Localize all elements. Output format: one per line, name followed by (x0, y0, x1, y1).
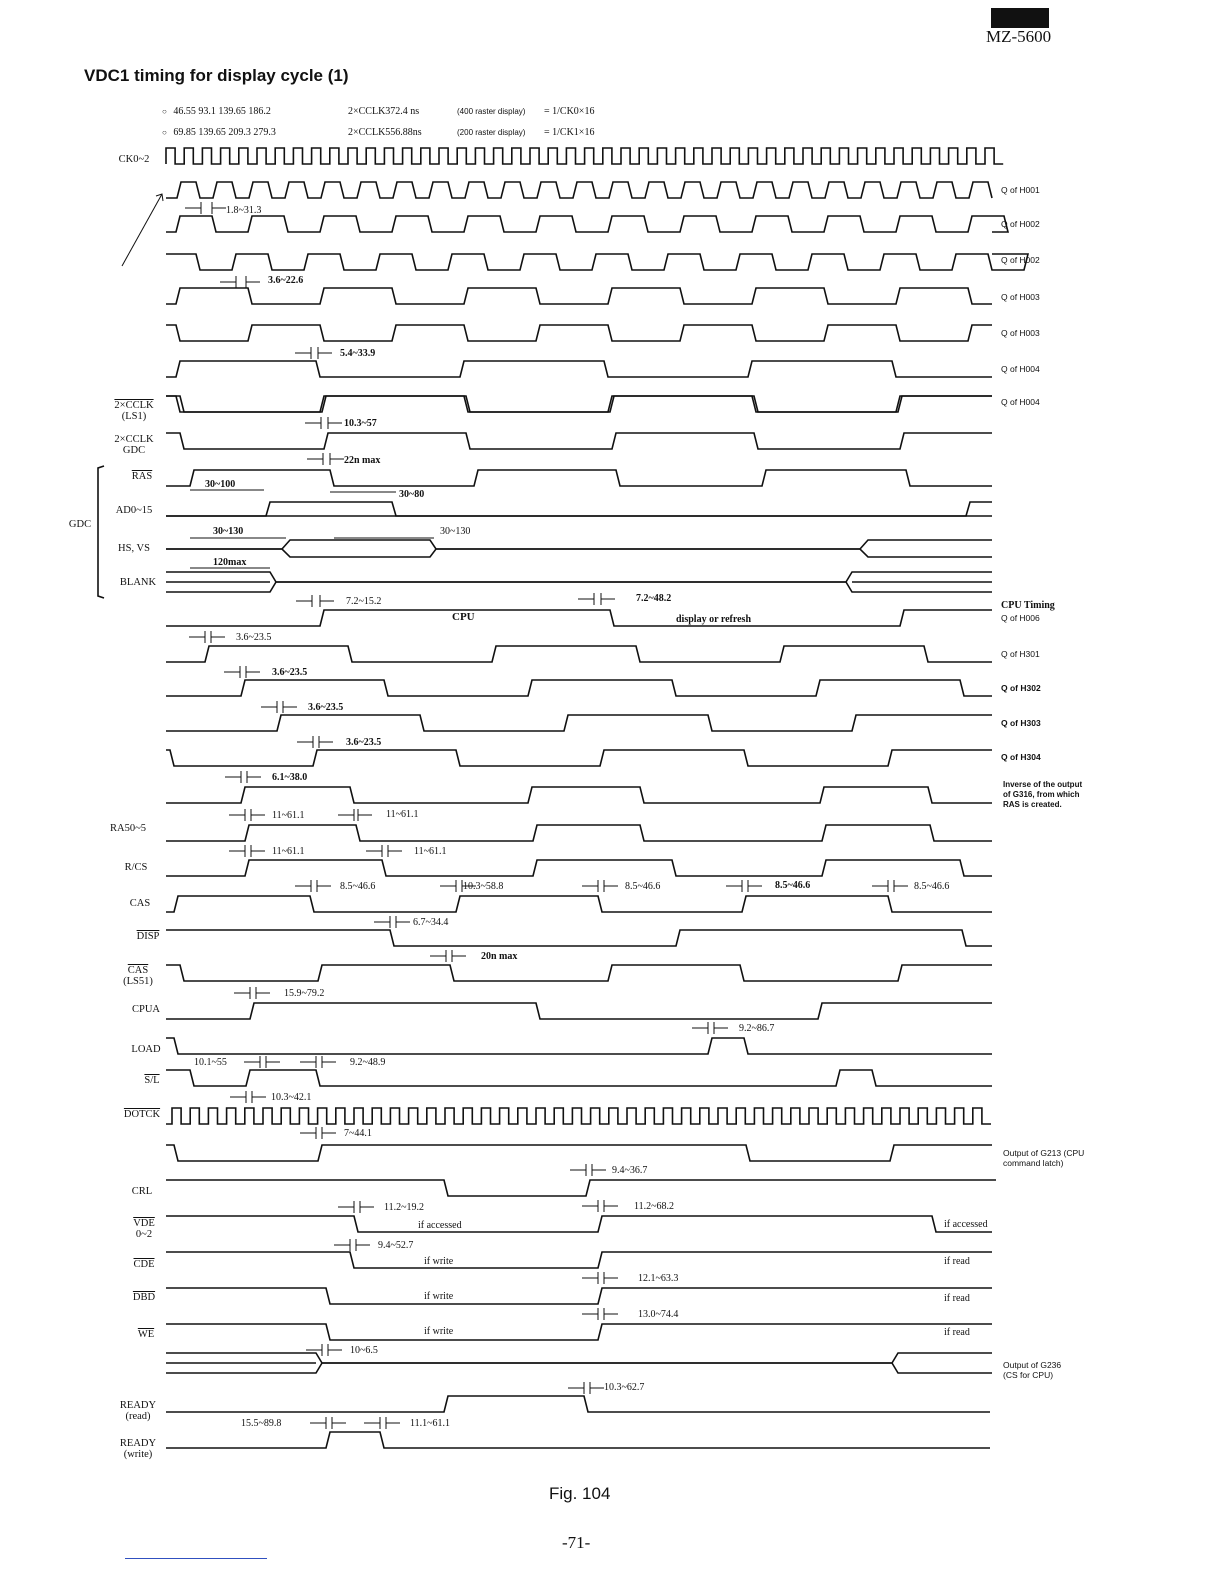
ann-if-accessed-1: if accessed (418, 1220, 462, 1231)
label-ready-write-sub: (write) (123, 1449, 153, 1460)
label-vde (116, 1218, 172, 1240)
ann-t10: 120max (213, 557, 247, 568)
wave-g236-top (166, 1353, 992, 1363)
clock-expr-2: = 1/CK1×16 (544, 127, 595, 138)
label-load: LOAD (131, 1044, 161, 1055)
ann-if-accessed-2: if accessed (944, 1219, 988, 1230)
ann-t19: 11~61.1 (386, 809, 419, 820)
ann-t18: 11~61.1 (272, 810, 305, 821)
wave-h303 (166, 715, 992, 731)
rlabel-inverse (1003, 780, 1082, 810)
rlabel-h006: Q of H006 (1001, 613, 1040, 623)
ann-if-write-3: if write (424, 1326, 454, 1337)
rlabel-h002-a: Q of H002 (1001, 219, 1040, 229)
wave-g213 (166, 1145, 992, 1161)
wave-cas (166, 896, 992, 912)
ann-if-read-2: if read (944, 1293, 970, 1304)
gdc-bracket (98, 466, 104, 598)
wave-h304 (166, 750, 992, 766)
ann-t34: 7~44.1 (344, 1128, 372, 1139)
ann-t8: 30~130 (213, 526, 244, 537)
label-ready-read (110, 1400, 166, 1422)
label-ck: CK0~2 (118, 154, 150, 165)
label-xcclk-gdc-name: 2×CCLK (114, 434, 154, 445)
wave-crl (166, 1180, 996, 1196)
label-gdc-group: GDC (68, 519, 92, 530)
rlabel-h002-b: Q of H002 (1001, 255, 1040, 265)
clock-formula-1: 2×CCLK372.4 ns (348, 106, 420, 117)
label-xcclk-ls1-sub: (LS1) (121, 411, 147, 422)
ann-if-write-2: if write (424, 1291, 454, 1302)
ann-t13: 3.6~23.5 (236, 632, 272, 643)
wave-ras0 (166, 825, 992, 841)
label-ras: $\overline{RAS}$ (131, 471, 153, 482)
ann-disp-ref: display or refresh (676, 614, 752, 625)
wave-dotck (166, 1108, 991, 1124)
label-crl: CRL (131, 1186, 153, 1197)
label-dotck: DOTCK (123, 1109, 161, 1120)
ann-t38: 9.4~52.7 (378, 1240, 414, 1251)
label-ready-write-name: READY (119, 1438, 157, 1449)
ann-t3: 5.4~33.9 (340, 348, 376, 359)
wave-we (166, 1324, 992, 1340)
wave-h301 (166, 646, 992, 662)
ann-t27: 6.7~34.4 (413, 917, 449, 928)
wave-xcclk-gdc (166, 433, 992, 449)
label-xcclk-ls1 (108, 400, 160, 422)
label-cpua: CPUA (131, 1004, 160, 1015)
wave-h004-b (166, 396, 992, 412)
clock-values-2: 69.85 139.65 209.3 279.3 (173, 127, 276, 138)
wave-ready-write (166, 1432, 990, 1448)
page-title: VDC1 timing for display cycle (1) (84, 66, 349, 85)
wave-blank-bot (166, 582, 992, 592)
wave-cde (166, 1252, 992, 1268)
wave-h001 (166, 182, 992, 198)
ann-t21: 11~61.1 (414, 846, 447, 857)
ann-t31: 10.1~55 (194, 1057, 227, 1068)
rlabel-cpu-timing: CPU Timing (1001, 600, 1055, 611)
rlabel-h304: Q of H304 (1001, 752, 1041, 762)
wave-hsvs-top (166, 540, 992, 549)
label-cas-ls51 (110, 965, 166, 987)
label-vde-sub: 0~2 (135, 1229, 153, 1240)
rlabel-g236 (1003, 1360, 1061, 1380)
ann-t30: 9.2~86.7 (739, 1023, 775, 1034)
wave-h006 (166, 610, 992, 626)
ann-t11: 7.2~15.2 (346, 596, 382, 607)
label-xcclk-ls1-name: 2×CCLK (114, 400, 154, 411)
ann-t37: 11.2~68.2 (634, 1201, 675, 1212)
figure-caption: Fig. 104 (549, 1484, 611, 1503)
ann-t5: 22n max (344, 455, 381, 466)
label-cde: $\overline{CDE}$ (133, 1259, 155, 1270)
ann-t24: 8.5~46.6 (625, 881, 661, 892)
ann-t17: 6.1~38.0 (272, 772, 308, 783)
ann-cpu: CPU (452, 611, 475, 623)
label-cas-ls51-sub: (LS51) (123, 976, 153, 987)
wave-disp (166, 930, 992, 946)
label-cas-ls51-name: $\overline{CAS}$ (127, 965, 149, 976)
label-ready-read-name: READY (119, 1400, 157, 1411)
wave-h302 (166, 680, 992, 696)
wave-vde (166, 1216, 992, 1232)
label-ready-write (110, 1438, 166, 1460)
wave-cpua (166, 1003, 992, 1019)
ann-t14: 3.6~23.5 (272, 667, 308, 678)
label-vde-name: $\overline{VDE}$ (133, 1218, 155, 1229)
ann-t36: 11.2~19.2 (384, 1202, 425, 1213)
ann-t41: 10~6.5 (350, 1345, 378, 1356)
rlabel-g213-2: command latch) (1003, 1158, 1064, 1168)
wave-h002-b (166, 254, 1028, 270)
label-cas: CAS (129, 898, 151, 909)
rlabel-g213 (1003, 1148, 1084, 1168)
ann-if-read-1: if read (944, 1256, 970, 1267)
ann-t16: 3.6~23.5 (346, 737, 382, 748)
ann-t40: 13.0~74.4 (638, 1309, 679, 1320)
wave-ck (166, 148, 1003, 164)
label-hsvs: HS, VS (118, 543, 150, 554)
rlabel-h004-a: Q of H004 (1001, 364, 1040, 374)
rlabel-h303: Q of H303 (1001, 718, 1041, 728)
rlabel-h301: Q of H301 (1001, 649, 1040, 659)
ann-t20: 11~61.1 (272, 846, 305, 857)
label-we: $\overline{WE}$ (137, 1329, 155, 1340)
clock-mode-1: (400 raster display) (457, 107, 526, 116)
label-disp: DISP (136, 931, 160, 942)
wave-h004-a (166, 361, 992, 377)
wave-dbd (166, 1288, 992, 1304)
ann-t42: 10.3~62.7 (604, 1382, 645, 1393)
ann-t4: 10.3~57 (344, 418, 377, 429)
ann-t9: 30~130 (440, 526, 471, 537)
ann-if-write-1: if write (424, 1256, 454, 1267)
rlabel-h003-b: Q of H003 (1001, 328, 1040, 338)
wave-xcclk-ls1 (166, 396, 992, 412)
ann-t23: 10.3~58.8 (463, 881, 504, 892)
ann-t1: 1.8~31.3 (226, 205, 262, 216)
wave-rcs (166, 860, 992, 876)
ann-t7: 30~80 (399, 489, 425, 500)
wave-ad (166, 502, 992, 516)
wave-cas-ls51 (166, 965, 992, 981)
footer-link-line (125, 1558, 267, 1559)
label-xcclk-gdc (108, 434, 160, 456)
ann-t33: 10.3~42.1 (271, 1092, 312, 1103)
ann-t15: 3.6~23.5 (308, 702, 344, 713)
wave-load (166, 1038, 992, 1054)
clock-expr-1: = 1/CK0×16 (544, 106, 595, 117)
ann-t25: 8.5~46.6 (775, 880, 811, 891)
ann-t22: 8.5~46.6 (340, 881, 376, 892)
rlabel-g236-2: (CS for CPU) (1003, 1370, 1054, 1380)
rlabel-inverse-1: Inverse of the output (1003, 780, 1083, 789)
rlabel-h302: Q of H302 (1001, 683, 1041, 693)
ann-t32: 9.2~48.9 (350, 1057, 386, 1068)
rlabel-inverse-3: RAS is created. (1003, 800, 1062, 809)
wave-g236-bot (166, 1363, 992, 1373)
ann-t6: 30~100 (205, 479, 236, 490)
ann-t43: 15.5~89.8 (241, 1418, 282, 1429)
ann-t12: 7.2~48.2 (636, 593, 672, 604)
ann-if-read-3: if read (944, 1327, 970, 1338)
label-ad: AD0~15 (115, 505, 153, 516)
wave-hsvs-bot (166, 549, 992, 557)
clock-line-2: ○ 69.85 139.65 209.3 279.3 2×CCLK556.88ns (200 raster display) = 1/CK1×16 (162, 127, 595, 138)
label-ras0: RA50~5 (109, 823, 147, 834)
ann-t28: 20n max (481, 951, 518, 962)
label-rcs: R/CS (124, 862, 148, 873)
page-number: -71- (562, 1533, 591, 1552)
wave-h002-a (166, 216, 1008, 232)
clock-line-1: ○ 46.55 93.1 139.65 186.2 2×CCLK372.4 ns (400 raster display) = 1/CK0×16 (162, 106, 595, 117)
label-dbd: $\overline{DBD}$ (132, 1292, 156, 1303)
ann-t35: 9.4~36.7 (612, 1165, 648, 1176)
wave-blank-top (166, 572, 992, 582)
rlabel-g236-1: Output of G236 (1003, 1360, 1062, 1370)
label-xcclk-gdc-sub: GDC (122, 445, 146, 456)
ann-t29: 15.9~79.2 (284, 988, 325, 999)
label-ready-read-sub: (read) (125, 1411, 151, 1422)
wave-sl (166, 1070, 992, 1086)
rlabel-h001: Q of H001 (1001, 185, 1040, 195)
rlabel-h004-b: Q of H004 (1001, 397, 1040, 407)
label-blank: BLANK (119, 577, 157, 588)
wave-h003-b (166, 325, 992, 341)
clock-formula-2: 2×CCLK556.88ns (348, 127, 422, 138)
ann-t44: 11.1~61.1 (410, 1418, 451, 1429)
clock-values-1: 46.55 93.1 139.65 186.2 (173, 106, 271, 117)
wave-h003-a (166, 288, 992, 304)
rlabel-g213-1: Output of G213 (CPU (1003, 1148, 1085, 1158)
model-number: MZ-5600 (986, 27, 1052, 46)
pointer-arrow-line (122, 194, 162, 266)
rlabel-inverse-2: of G316, from which (1003, 790, 1080, 799)
ann-t2: 3.6~22.6 (268, 275, 304, 286)
wave-g316 (166, 787, 992, 803)
wave-ras (166, 470, 992, 486)
ann-t26: 8.5~46.6 (914, 881, 950, 892)
rlabel-h003-a: Q of H003 (1001, 292, 1040, 302)
clock-mode-2: (200 raster display) (457, 128, 526, 137)
ann-t39: 12.1~63.3 (638, 1273, 679, 1284)
wave-ready-read (166, 1396, 990, 1412)
label-sl: S/L (144, 1075, 160, 1086)
